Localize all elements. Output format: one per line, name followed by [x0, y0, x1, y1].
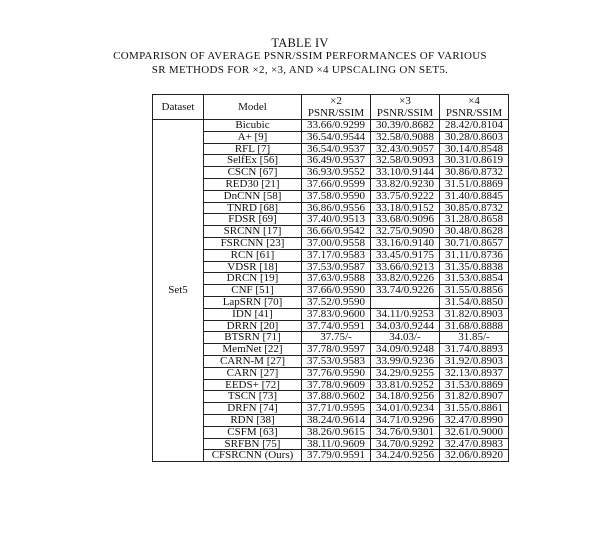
model-cell: SRCNN [17]: [204, 226, 302, 238]
model-cell: BTSRN [71]: [204, 332, 302, 344]
results-table: [152, 94, 509, 462]
x4-cell: 28.42/0.8104: [440, 120, 509, 132]
x4-cell: 31.35/0.8838: [440, 261, 509, 273]
table-row: [153, 320, 509, 332]
x2-cell: 37.53/0.9587: [302, 261, 371, 273]
x3-cell: 33.82/0.9226: [371, 273, 440, 285]
x3-cell: 34.03/-: [371, 332, 440, 344]
caption-line-1: COMPARISON OF AVERAGE PSNR/SSIM PERFORMANCES OF VARIOUS: [113, 50, 487, 62]
table-row: [153, 414, 509, 426]
x2-cell: 37.71/0.9595: [302, 403, 371, 415]
model-cell: EEDS+ [72]: [204, 379, 302, 391]
header-model: Model: [204, 95, 302, 120]
x3-cell: 34.09/0.9248: [371, 344, 440, 356]
x2-cell: 37.52/0.9590: [302, 296, 371, 308]
model-cell: TSCN [73]: [204, 391, 302, 403]
table-row: [153, 237, 509, 249]
x3-cell: [371, 296, 440, 308]
model-cell: DRFN [74]: [204, 403, 302, 415]
x4-cell: 31.92/0.8903: [440, 355, 509, 367]
model-cell: RDN [38]: [204, 414, 302, 426]
x3-cell: 32.58/0.9093: [371, 155, 440, 167]
table-row: [153, 450, 509, 462]
header-scale-x2: ×2: [302, 95, 371, 108]
x4-cell: 31.28/0.8658: [440, 214, 509, 226]
x3-cell: 34.76/0.9301: [371, 426, 440, 438]
x4-cell: 30.86/0.8732: [440, 167, 509, 179]
caption-line-2: SR METHODS FOR ×2, ×3, AND ×4 UPSCALING ON SET5.: [151, 63, 449, 76]
x2-cell: 37.00/0.9558: [302, 237, 371, 249]
x3-cell: 30.39/0.8682: [371, 120, 440, 132]
x2-cell: 38.11/0.9609: [302, 438, 371, 450]
x2-cell: 37.83/0.9600: [302, 308, 371, 320]
model-cell: DRCN [19]: [204, 273, 302, 285]
x2-cell: 38.26/0.9615: [302, 426, 371, 438]
header-metric-x2: PSNR/SSIM: [302, 107, 371, 120]
x2-cell: 36.66/0.9542: [302, 226, 371, 238]
x4-cell: 32.06/0.8920: [440, 450, 509, 462]
model-cell: A+ [9]: [204, 131, 302, 143]
x4-cell: 31.55/0.8861: [440, 403, 509, 415]
table-row: [153, 214, 509, 226]
table-row: [153, 143, 509, 155]
x3-cell: 33.10/0.9144: [371, 167, 440, 179]
model-cell: DRRN [20]: [204, 320, 302, 332]
table-row: [153, 190, 509, 202]
table-row: [153, 308, 509, 320]
x3-cell: 33.81/0.9252: [371, 379, 440, 391]
x2-cell: 37.66/0.9590: [302, 285, 371, 297]
table-row: [153, 391, 509, 403]
model-cell: CNF [51]: [204, 285, 302, 297]
x4-cell: 31.40/0.8845: [440, 190, 509, 202]
x3-cell: 33.68/0.9096: [371, 214, 440, 226]
table-row: [153, 379, 509, 391]
x4-cell: 31.74/0.8893: [440, 344, 509, 356]
header-dataset: Dataset: [153, 95, 204, 120]
model-cell: RFL [7]: [204, 143, 302, 155]
x2-cell: 37.76/0.9590: [302, 367, 371, 379]
x3-cell: 32.58/0.9088: [371, 131, 440, 143]
x3-cell: 33.75/0.9222: [371, 190, 440, 202]
model-cell: SRFBN [75]: [204, 438, 302, 450]
x4-cell: 31.82/0.8903: [440, 308, 509, 320]
x3-cell: 33.82/0.9230: [371, 178, 440, 190]
x3-cell: 33.16/0.9140: [371, 237, 440, 249]
x4-cell: 31.51/0.8869: [440, 178, 509, 190]
header-metric-x4: PSNR/SSIM: [440, 107, 509, 120]
x2-cell: 36.49/0.9537: [302, 155, 371, 167]
x4-cell: 31.11/0.8736: [440, 249, 509, 261]
x2-cell: 36.54/0.9544: [302, 131, 371, 143]
model-cell: CARN-M [27]: [204, 355, 302, 367]
table-row: [153, 438, 509, 450]
table-row: [153, 403, 509, 415]
model-cell: RCN [61]: [204, 249, 302, 261]
results-body: [153, 120, 509, 462]
table-row: [153, 202, 509, 214]
x4-cell: 30.28/0.8603: [440, 131, 509, 143]
header-scale-x4: ×4: [440, 95, 509, 108]
x4-cell: 31.85/-: [440, 332, 509, 344]
x3-cell: 34.18/0.9256: [371, 391, 440, 403]
table-row: [153, 426, 509, 438]
model-cell: DnCNN [58]: [204, 190, 302, 202]
table-row: [153, 367, 509, 379]
x2-cell: 36.54/0.9537: [302, 143, 371, 155]
x4-cell: 30.31/0.8619: [440, 155, 509, 167]
x3-cell: 33.45/0.9175: [371, 249, 440, 261]
x2-cell: 36.93/0.9552: [302, 167, 371, 179]
x3-cell: 33.74/0.9226: [371, 285, 440, 297]
model-cell: MemNet [22]: [204, 344, 302, 356]
x2-cell: 37.63/0.9588: [302, 273, 371, 285]
x3-cell: 34.71/0.9296: [371, 414, 440, 426]
x2-cell: 37.17/0.9583: [302, 249, 371, 261]
x4-cell: 31.54/0.8850: [440, 296, 509, 308]
model-cell: LapSRN [70]: [204, 296, 302, 308]
table-number: TABLE IV: [271, 36, 329, 50]
x3-cell: 34.24/0.9256: [371, 450, 440, 462]
x3-cell: 34.11/0.9253: [371, 308, 440, 320]
dataset-cell: Set5: [153, 120, 204, 462]
x4-cell: 31.55/0.8856: [440, 285, 509, 297]
model-cell: TNRD [68]: [204, 202, 302, 214]
model-cell: CSFM [63]: [204, 426, 302, 438]
table-row: [153, 344, 509, 356]
x3-cell: 34.03/0.9244: [371, 320, 440, 332]
table-row: [153, 285, 509, 297]
x3-cell: 34.70/0.9292: [371, 438, 440, 450]
table-row: [153, 273, 509, 285]
x4-cell: 30.85/0.8732: [440, 202, 509, 214]
x3-cell: 32.43/0.9057: [371, 143, 440, 155]
model-cell: IDN [41]: [204, 308, 302, 320]
model-cell: VDSR [18]: [204, 261, 302, 273]
x2-cell: 37.79/0.9591: [302, 450, 371, 462]
model-cell: FSRCNN [23]: [204, 237, 302, 249]
x2-cell: 37.58/0.9590: [302, 190, 371, 202]
model-cell: CFSRCNN (Ours): [204, 450, 302, 462]
x4-cell: 32.13/0.8937: [440, 367, 509, 379]
model-cell: RED30 [21]: [204, 178, 302, 190]
x2-cell: 37.78/0.9609: [302, 379, 371, 391]
table-row: [153, 120, 509, 132]
x4-cell: 30.71/0.8657: [440, 237, 509, 249]
table-row: [153, 226, 509, 238]
model-cell: CSCN [67]: [204, 167, 302, 179]
table-row: [153, 332, 509, 344]
x4-cell: 32.61/0.9000: [440, 426, 509, 438]
model-cell: CARN [27]: [204, 367, 302, 379]
x4-cell: 31.68/0.8888: [440, 320, 509, 332]
x4-cell: 30.14/0.8548: [440, 143, 509, 155]
table-caption: [0, 36, 600, 77]
x2-cell: 37.88/0.9602: [302, 391, 371, 403]
model-cell: Bicubic: [204, 120, 302, 132]
table-row: [153, 249, 509, 261]
header-scale-x3: ×3: [371, 95, 440, 108]
x2-cell: 37.75/-: [302, 332, 371, 344]
table-row: [153, 355, 509, 367]
x3-cell: 33.18/0.9152: [371, 202, 440, 214]
x2-cell: 37.74/0.9591: [302, 320, 371, 332]
x4-cell: 31.82/0.8907: [440, 391, 509, 403]
x3-cell: 33.99/0.9236: [371, 355, 440, 367]
x4-cell: 32.47/0.8990: [440, 414, 509, 426]
header-metric-x3: PSNR/SSIM: [371, 107, 440, 120]
x4-cell: 31.53/0.8869: [440, 379, 509, 391]
x2-cell: 37.53/0.9583: [302, 355, 371, 367]
table-row: [153, 131, 509, 143]
x2-cell: 37.66/0.9599: [302, 178, 371, 190]
x3-cell: 34.29/0.9255: [371, 367, 440, 379]
x2-cell: 33.66/0.9299: [302, 120, 371, 132]
x4-cell: 30.48/0.8628: [440, 226, 509, 238]
table-row: [153, 155, 509, 167]
x2-cell: 36.86/0.9556: [302, 202, 371, 214]
x4-cell: 32.47/0.8983: [440, 438, 509, 450]
table-row: [153, 167, 509, 179]
table-row: [153, 178, 509, 190]
x4-cell: 31.53/0.8854: [440, 273, 509, 285]
x3-cell: 33.66/0.9213: [371, 261, 440, 273]
model-cell: SelfEx [56]: [204, 155, 302, 167]
x2-cell: 38.24/0.9614: [302, 414, 371, 426]
model-cell: FDSR [69]: [204, 214, 302, 226]
x3-cell: 34.01/0.9234: [371, 403, 440, 415]
x2-cell: 37.78/0.9597: [302, 344, 371, 356]
table-row: [153, 261, 509, 273]
x2-cell: 37.40/0.9513: [302, 214, 371, 226]
table-row: [153, 296, 509, 308]
x3-cell: 32.75/0.9090: [371, 226, 440, 238]
